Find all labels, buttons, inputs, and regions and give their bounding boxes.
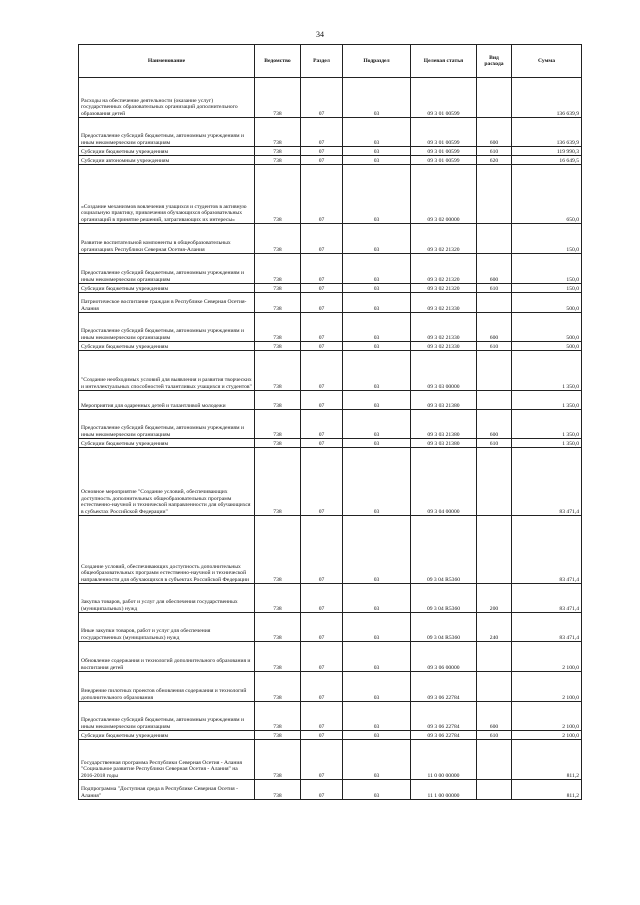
- row-expense-kind: [477, 351, 512, 391]
- row-name: Мероприятия для одаренных детей и талантливой молодежи: [79, 391, 255, 410]
- row-expense-kind: 610: [477, 147, 512, 156]
- row-department: 738: [255, 351, 301, 391]
- table-row: [79, 642, 582, 672]
- row-target-article: 09 3 01 00599: [411, 147, 477, 156]
- row-subsection: 03: [343, 165, 411, 224]
- row-subsection: 03: [343, 147, 411, 156]
- row-target-article: 09 3 03 21380: [411, 391, 477, 410]
- header-name: Наименование: [79, 45, 255, 78]
- row-section: 07: [301, 410, 343, 439]
- row-section: 07: [301, 439, 343, 448]
- row-section: 07: [301, 613, 343, 642]
- table-row: [79, 224, 582, 254]
- row-sum: 136 639,9: [512, 78, 582, 118]
- row-section: 07: [301, 284, 343, 293]
- table-row: [79, 613, 582, 642]
- row-subsection: 03: [343, 118, 411, 147]
- row-section: 07: [301, 156, 343, 165]
- row-department: 738: [255, 702, 301, 731]
- row-department: 738: [255, 156, 301, 165]
- row-section: 07: [301, 391, 343, 410]
- row-name: Субсидии бюджетным учреждениям: [79, 731, 255, 740]
- budget-table: [78, 44, 582, 800]
- row-subsection: 03: [343, 613, 411, 642]
- row-subsection: 03: [343, 351, 411, 391]
- table-row: [79, 118, 582, 147]
- row-sum: 150,0: [512, 284, 582, 293]
- row-section: 07: [301, 78, 343, 118]
- row-target-article: 09 3 02 21320: [411, 254, 477, 284]
- row-department: 738: [255, 410, 301, 439]
- row-name: Государственная программа Республики Северная Осетия - Алания "Социальное развитие Республики Северная Осетия - Алания" на 2016-2018 годы: [79, 740, 255, 780]
- row-expense-kind: [477, 78, 512, 118]
- row-department: 738: [255, 740, 301, 780]
- row-subsection: 03: [343, 702, 411, 731]
- row-department: 738: [255, 165, 301, 224]
- row-department: 738: [255, 642, 301, 672]
- table-row: [79, 391, 582, 410]
- table-row: [79, 448, 582, 516]
- row-target-article: 09 3 03 21380: [411, 439, 477, 448]
- row-section: 07: [301, 342, 343, 351]
- row-department: 738: [255, 254, 301, 284]
- row-sum: 2 100,0: [512, 702, 582, 731]
- row-expense-kind: 200: [477, 584, 512, 613]
- row-section: 07: [301, 780, 343, 800]
- row-department: 738: [255, 224, 301, 254]
- row-expense-kind: 600: [477, 702, 512, 731]
- row-target-article: 09 3 02 21320: [411, 224, 477, 254]
- row-target-article: 09 3 04 00000: [411, 448, 477, 516]
- row-expense-kind: [477, 391, 512, 410]
- row-subsection: 03: [343, 293, 411, 313]
- row-target-article: 09 3 03 00000: [411, 351, 477, 391]
- row-subsection: 03: [343, 439, 411, 448]
- row-department: 738: [255, 448, 301, 516]
- row-department: 738: [255, 516, 301, 584]
- row-sum: 83 471,4: [512, 613, 582, 642]
- row-section: 07: [301, 147, 343, 156]
- row-name: "Создание необходимых условий для выявления и развития творческих и интеллектуальных способностей талантливых учащихся и студентов": [79, 351, 255, 391]
- row-target-article: 09 3 04 R5360: [411, 613, 477, 642]
- row-section: 07: [301, 351, 343, 391]
- row-department: 738: [255, 439, 301, 448]
- row-subsection: 03: [343, 731, 411, 740]
- row-department: 738: [255, 584, 301, 613]
- row-section: 07: [301, 731, 343, 740]
- row-expense-kind: 610: [477, 284, 512, 293]
- row-name: Подпрограмма "Доступная среда в Республике Северная Осетия - Алания": [79, 780, 255, 800]
- row-sum: 83 471,4: [512, 448, 582, 516]
- row-subsection: 03: [343, 254, 411, 284]
- row-department: 738: [255, 391, 301, 410]
- row-sum: 150,0: [512, 254, 582, 284]
- row-name: Закупка товаров, работ и услуг для обеспечения государственных (муниципальных) нужд: [79, 584, 255, 613]
- row-name: Субсидии бюджетным учреждениям: [79, 284, 255, 293]
- row-expense-kind: 240: [477, 613, 512, 642]
- row-name: Предоставление субсидий бюджетным, автономным учреждениям и иным некоммерческим организациям: [79, 702, 255, 731]
- row-subsection: 03: [343, 313, 411, 342]
- row-section: 07: [301, 254, 343, 284]
- table-row: [79, 293, 582, 313]
- row-expense-kind: 610: [477, 342, 512, 351]
- row-name: Внедрение пилотных проектов обновления содержания и технологий дополнительного образования: [79, 672, 255, 702]
- table-row: [79, 284, 582, 293]
- table-row: [79, 156, 582, 165]
- row-target-article: 09 3 02 21330: [411, 313, 477, 342]
- row-sum: 119 990,3: [512, 147, 582, 156]
- row-sum: 811,2: [512, 740, 582, 780]
- row-name: Субсидии автономным учреждениям: [79, 156, 255, 165]
- row-name: Патриотическое воспитание граждан в Республике Северная Осетия-Алания: [79, 293, 255, 313]
- row-sum: 650,0: [512, 165, 582, 224]
- row-sum: 2 100,0: [512, 731, 582, 740]
- table-row: [79, 780, 582, 800]
- row-department: 738: [255, 147, 301, 156]
- row-subsection: 03: [343, 516, 411, 584]
- header-sum: Сумма: [512, 45, 582, 78]
- row-name: Иные закупки товаров, работ и услуг для обеспечения государственных (муниципальных) нужд: [79, 613, 255, 642]
- row-target-article: 09 3 06 22784: [411, 672, 477, 702]
- row-target-article: 09 3 01 00599: [411, 156, 477, 165]
- row-expense-kind: 620: [477, 156, 512, 165]
- row-sum: 16 649,5: [512, 156, 582, 165]
- row-department: 738: [255, 342, 301, 351]
- row-name: Предоставление субсидий бюджетным, автономным учреждениям и иным некоммерческим организациям: [79, 118, 255, 147]
- row-subsection: 03: [343, 156, 411, 165]
- row-expense-kind: [477, 516, 512, 584]
- row-expense-kind: 600: [477, 254, 512, 284]
- row-target-article: 09 3 04 R5360: [411, 516, 477, 584]
- row-expense-kind: [477, 293, 512, 313]
- row-expense-kind: 610: [477, 439, 512, 448]
- table-row: [79, 516, 582, 584]
- table-row: [79, 672, 582, 702]
- row-subsection: 03: [343, 672, 411, 702]
- row-target-article: 09 3 02 00000: [411, 165, 477, 224]
- row-subsection: 03: [343, 740, 411, 780]
- row-section: 07: [301, 584, 343, 613]
- row-section: 07: [301, 313, 343, 342]
- row-subsection: 03: [343, 584, 411, 613]
- row-department: 738: [255, 613, 301, 642]
- row-sum: 1 350,0: [512, 410, 582, 439]
- row-expense-kind: 600: [477, 410, 512, 439]
- row-subsection: 03: [343, 780, 411, 800]
- row-target-article: 09 3 04 R5360: [411, 584, 477, 613]
- row-department: 738: [255, 118, 301, 147]
- row-name: Обновление содержания и технологий дополнительного образования и воспитания детей: [79, 642, 255, 672]
- row-expense-kind: [477, 672, 512, 702]
- row-target-article: 09 3 01 00599: [411, 118, 477, 147]
- table-row: [79, 439, 582, 448]
- row-expense-kind: 610: [477, 731, 512, 740]
- row-target-article: 09 3 03 21380: [411, 410, 477, 439]
- row-name: Предоставление субсидий бюджетным, автономным учреждениям и иным некоммерческим организациям: [79, 254, 255, 284]
- row-subsection: 03: [343, 642, 411, 672]
- row-name: Субсидии бюджетным учреждениям: [79, 439, 255, 448]
- row-name: Субсидии бюджетным учреждениям: [79, 342, 255, 351]
- row-sum: 1 350,0: [512, 391, 582, 410]
- table-row: [79, 351, 582, 391]
- row-name: Основное мероприятие "Создание условий, обеспечивающих доступность дополнительных общеобразовательных программ естественно-научной и технической направленности для обучающихся в субъектах Российской Федерации": [79, 448, 255, 516]
- row-expense-kind: [477, 780, 512, 800]
- row-sum: 500,0: [512, 313, 582, 342]
- table-row: [79, 740, 582, 780]
- row-sum: 150,0: [512, 224, 582, 254]
- row-subsection: 03: [343, 342, 411, 351]
- row-section: 07: [301, 165, 343, 224]
- row-department: 738: [255, 313, 301, 342]
- row-target-article: 09 3 06 22784: [411, 731, 477, 740]
- row-subsection: 03: [343, 78, 411, 118]
- row-expense-kind: 600: [477, 313, 512, 342]
- row-name: Субсидии бюджетным учреждениям: [79, 147, 255, 156]
- table-row: [79, 702, 582, 731]
- row-name: Расходы на обеспечение деятельности (оказание услуг) государственных образовательных организаций дополнительного образования детей: [79, 78, 255, 118]
- header-subsection: Подраздел: [343, 45, 411, 78]
- row-section: 07: [301, 516, 343, 584]
- table-row: [79, 342, 582, 351]
- row-subsection: 03: [343, 224, 411, 254]
- row-target-article: 09 3 06 00000: [411, 642, 477, 672]
- row-department: 738: [255, 672, 301, 702]
- row-target-article: 11 0 00 00000: [411, 740, 477, 780]
- row-section: 07: [301, 224, 343, 254]
- row-sum: 136 639,9: [512, 118, 582, 147]
- row-sum: 1 350,0: [512, 439, 582, 448]
- table-row: [79, 313, 582, 342]
- table-row: [79, 165, 582, 224]
- row-expense-kind: 600: [477, 118, 512, 147]
- row-sum: 811,2: [512, 780, 582, 800]
- row-sum: 83 471,4: [512, 516, 582, 584]
- row-name: Предоставление субсидий бюджетным, автономным учреждениям и иным некоммерческим организациям: [79, 410, 255, 439]
- row-section: 07: [301, 672, 343, 702]
- row-sum: 2 100,0: [512, 642, 582, 672]
- header-expense-kind: Вид расхода: [477, 45, 512, 78]
- row-subsection: 03: [343, 448, 411, 516]
- row-name: «Создание механизмов вовлечения учащихся и студентов в активную социальную практику, привлечения обучающихся образовательных организаций в принятие решений, затрагивающих их интересы»: [79, 165, 255, 224]
- row-sum: 2 100,0: [512, 672, 582, 702]
- row-section: 07: [301, 702, 343, 731]
- row-expense-kind: [477, 224, 512, 254]
- page-number: 34: [316, 30, 324, 39]
- row-name: Предоставление субсидий бюджетным, автономным учреждениям и иным некоммерческим организациям: [79, 313, 255, 342]
- row-target-article: 09 3 06 22784: [411, 702, 477, 731]
- row-target-article: 09 3 02 21320: [411, 284, 477, 293]
- table-row: [79, 78, 582, 118]
- row-target-article: 11 1 00 00000: [411, 780, 477, 800]
- table-row: [79, 731, 582, 740]
- row-target-article: 09 3 02 21330: [411, 293, 477, 313]
- row-expense-kind: [477, 642, 512, 672]
- header-target-article: Целевая статья: [411, 45, 477, 78]
- row-subsection: 03: [343, 410, 411, 439]
- row-section: 07: [301, 448, 343, 516]
- table-row: [79, 410, 582, 439]
- row-department: 738: [255, 284, 301, 293]
- row-target-article: 09 3 01 00599: [411, 78, 477, 118]
- row-section: 07: [301, 642, 343, 672]
- table-header-row: [79, 45, 582, 78]
- row-expense-kind: [477, 740, 512, 780]
- row-name: Развитие воспитательной компоненты в общеобразовательных организациях Республики Северная Осетия-Алания: [79, 224, 255, 254]
- row-target-article: 09 3 02 21330: [411, 342, 477, 351]
- row-subsection: 03: [343, 391, 411, 410]
- table-row: [79, 584, 582, 613]
- row-section: 07: [301, 740, 343, 780]
- row-sum: 83 471,4: [512, 584, 582, 613]
- row-department: 738: [255, 293, 301, 313]
- row-expense-kind: [477, 448, 512, 516]
- row-sum: 500,0: [512, 342, 582, 351]
- row-sum: 1 350,0: [512, 351, 582, 391]
- header-section: Раздел: [301, 45, 343, 78]
- row-section: 07: [301, 118, 343, 147]
- table-row: [79, 254, 582, 284]
- row-section: 07: [301, 293, 343, 313]
- row-department: 738: [255, 78, 301, 118]
- row-expense-kind: [477, 165, 512, 224]
- row-subsection: 03: [343, 284, 411, 293]
- row-department: 738: [255, 731, 301, 740]
- row-name: Создание условий, обеспечивающих доступность дополнительных общеобразовательных программ естественно-научной и технической направленности для обучающихся в субъектах Российской Федерации: [79, 516, 255, 584]
- header-department: Ведомство: [255, 45, 301, 78]
- row-sum: 500,0: [512, 293, 582, 313]
- row-department: 738: [255, 780, 301, 800]
- table-row: [79, 147, 582, 156]
- table-body: [79, 78, 582, 800]
